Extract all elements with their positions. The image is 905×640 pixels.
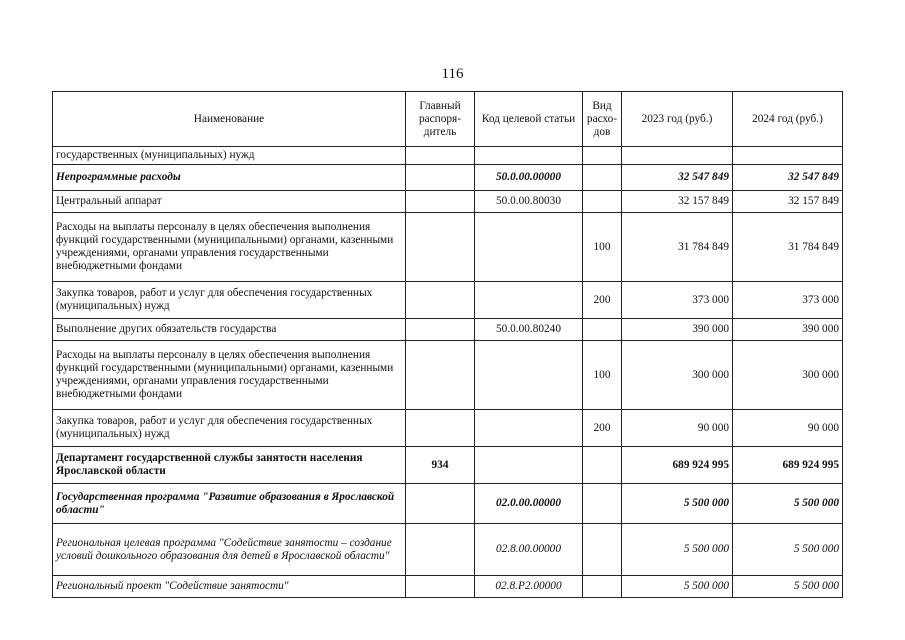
cell-vid [583, 191, 622, 213]
cell-grbs [406, 319, 475, 341]
cell-2023 [622, 147, 733, 165]
cell-code: 02.0.00.00000 [475, 484, 583, 524]
cell-vid [583, 447, 622, 484]
cell-2024: 32 547 849 [733, 165, 843, 191]
table-row [53, 524, 843, 576]
cell-2023: 5 500 000 [622, 576, 733, 598]
cell-2024: 373 000 [733, 282, 843, 319]
cell-grbs [406, 576, 475, 598]
cell-2024: 90 000 [733, 410, 843, 447]
header-vid: Вид расхо-дов [583, 92, 622, 147]
cell-2024: 5 500 000 [733, 484, 843, 524]
cell-2024 [733, 147, 843, 165]
cell-name: Непрограммные расходы [53, 165, 406, 191]
table-row [53, 213, 843, 282]
cell-name: Расходы на выплаты персоналу в целях обеспечения выполнения функций государственными (муниципальными) органами, казенными учреждениями, органами управления государственными внебюджетными фондами [53, 213, 406, 282]
cell-grbs [406, 147, 475, 165]
cell-vid: 100 [583, 213, 622, 282]
cell-code: 02.8.00.00000 [475, 524, 583, 576]
cell-grbs [406, 484, 475, 524]
cell-code [475, 447, 583, 484]
cell-vid [583, 524, 622, 576]
table-row [53, 191, 843, 213]
cell-name: Центральный аппарат [53, 191, 406, 213]
cell-code: 50.0.00.80030 [475, 191, 583, 213]
table-row [53, 147, 843, 165]
table-header-row [53, 92, 843, 147]
cell-2023: 90 000 [622, 410, 733, 447]
cell-2024: 31 784 849 [733, 213, 843, 282]
cell-2024: 5 500 000 [733, 576, 843, 598]
header-code: Код целевой статьи [475, 92, 583, 147]
cell-2024: 390 000 [733, 319, 843, 341]
cell-2023: 689 924 995 [622, 447, 733, 484]
table-body [53, 147, 843, 598]
page-number: 116 [441, 66, 464, 82]
cell-grbs: 934 [406, 447, 475, 484]
header-2023: 2023 год (руб.) [622, 92, 733, 147]
cell-vid: 200 [583, 282, 622, 319]
cell-code: 50.0.00.00000 [475, 165, 583, 191]
cell-grbs [406, 165, 475, 191]
cell-vid [583, 165, 622, 191]
cell-name: государственных (муниципальных) нужд [53, 147, 406, 165]
cell-name: Региональный проект "Содействие занятости" [53, 576, 406, 598]
cell-vid [583, 147, 622, 165]
cell-code [475, 213, 583, 282]
budget-table [52, 91, 843, 598]
table-row [53, 341, 843, 410]
cell-2023: 32 547 849 [622, 165, 733, 191]
header-name: Наименование [53, 92, 406, 147]
table-row [53, 410, 843, 447]
cell-grbs [406, 213, 475, 282]
cell-code: 50.0.00.80240 [475, 319, 583, 341]
cell-vid [583, 484, 622, 524]
cell-code: 02.8.Р2.00000 [475, 576, 583, 598]
table-row [53, 282, 843, 319]
cell-2023: 373 000 [622, 282, 733, 319]
cell-name: Выполнение других обязательств государства [53, 319, 406, 341]
cell-vid [583, 319, 622, 341]
cell-vid: 100 [583, 341, 622, 410]
cell-grbs [406, 524, 475, 576]
cell-code [475, 282, 583, 319]
table-row [53, 484, 843, 524]
cell-grbs [406, 191, 475, 213]
cell-2024: 689 924 995 [733, 447, 843, 484]
cell-code [475, 147, 583, 165]
cell-name: Расходы на выплаты персоналу в целях обеспечения выполнения функций государственными (муниципальными) органами, казенными учреждениями, органами управления государственными внебюджетными фондами [53, 341, 406, 410]
cell-name: Закупка товаров, работ и услуг для обеспечения государственных (муниципальных) нужд [53, 282, 406, 319]
cell-2023: 390 000 [622, 319, 733, 341]
cell-2023: 5 500 000 [622, 484, 733, 524]
header-2024: 2024 год (руб.) [733, 92, 843, 147]
table-row [53, 447, 843, 484]
cell-grbs [406, 282, 475, 319]
cell-vid [583, 576, 622, 598]
table-row [53, 165, 843, 191]
cell-2023: 31 784 849 [622, 213, 733, 282]
cell-2023: 300 000 [622, 341, 733, 410]
cell-grbs [406, 341, 475, 410]
cell-code [475, 341, 583, 410]
cell-2023: 32 157 849 [622, 191, 733, 213]
header-grbs: Главный распоря-дитель [406, 92, 475, 147]
cell-name: Закупка товаров, работ и услуг для обеспечения государственных (муниципальных) нужд [53, 410, 406, 447]
cell-2024: 5 500 000 [733, 524, 843, 576]
cell-name: Департамент государственной службы занятости населения Ярославской области [53, 447, 406, 484]
cell-grbs [406, 410, 475, 447]
table-row [53, 576, 843, 598]
table-row [53, 319, 843, 341]
cell-2024: 32 157 849 [733, 191, 843, 213]
cell-name: Государственная программа "Развитие образования в Ярославской области" [53, 484, 406, 524]
cell-code [475, 410, 583, 447]
cell-2024: 300 000 [733, 341, 843, 410]
cell-2023: 5 500 000 [622, 524, 733, 576]
cell-vid: 200 [583, 410, 622, 447]
cell-name: Региональная целевая программа "Содействие занятости – создание условий дошкольного образования для детей в Ярославской области" [53, 524, 406, 576]
